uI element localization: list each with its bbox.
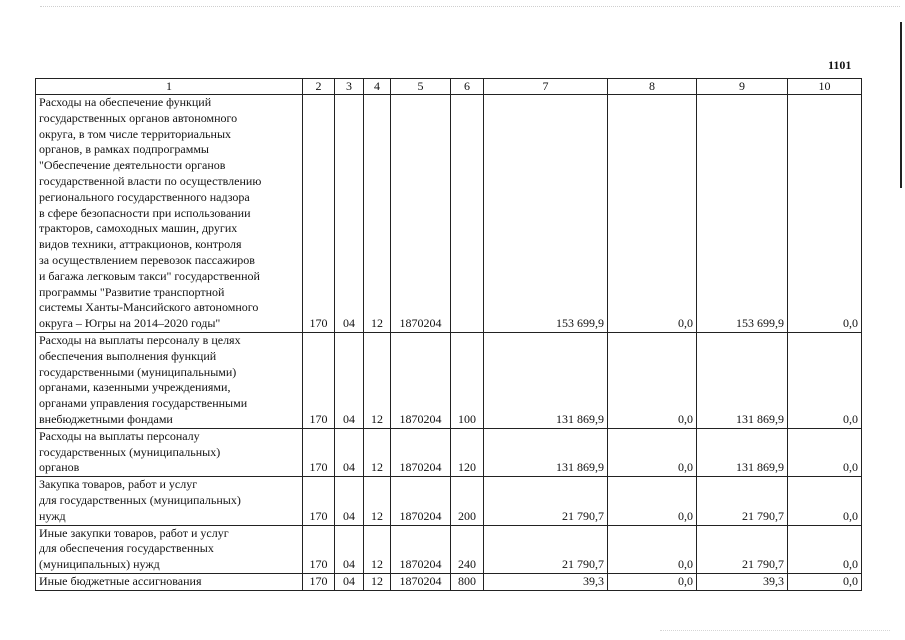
cell-amount-total: 131 869,9 — [484, 428, 608, 476]
cell-expense-type: 800 — [451, 573, 484, 590]
description-line: для государственных (муниципальных) — [39, 492, 241, 507]
table-body — [36, 95, 862, 591]
cell-expense-type — [451, 95, 484, 333]
cell-section: 04 — [335, 332, 364, 428]
cell-amount-subvention: 0,0 — [608, 428, 697, 476]
description-line: регионального государственного надзора — [39, 189, 250, 204]
cell-target-item: 1870204 — [391, 428, 451, 476]
cell-amount-total: 131 869,9 — [484, 332, 608, 428]
header-col-5: 5 — [391, 79, 451, 95]
description-line: системы Ханты-Мансийского автономного — [39, 300, 259, 315]
description-line: в сфере безопасности при использовании — [39, 205, 251, 220]
description-line: программы "Развитие транспортной — [39, 284, 225, 299]
page-number: 1101 — [828, 58, 852, 72]
cell-target-item: 1870204 — [391, 477, 451, 525]
cell-amount-subvention: 0,0 — [608, 477, 697, 525]
cell-amount-other: 0,0 — [788, 525, 862, 573]
cell-admin-code: 170 — [303, 573, 335, 590]
cell-amount-own: 153 699,9 — [697, 95, 788, 333]
cell-subsection: 12 — [364, 525, 391, 573]
description-line: тракторов, самоходных машин, других — [39, 221, 238, 236]
scan-artifact-top — [40, 6, 900, 11]
table-row — [36, 332, 862, 428]
cell-description — [36, 477, 303, 525]
cell-amount-own: 21 790,7 — [697, 477, 788, 525]
description-line: (муниципальных) нужд — [39, 557, 160, 572]
cell-section: 04 — [335, 95, 364, 333]
table-row — [36, 428, 862, 476]
header-col-1: 1 — [36, 79, 303, 95]
cell-amount-total: 21 790,7 — [484, 525, 608, 573]
cell-expense-type: 240 — [451, 525, 484, 573]
cell-target-item: 1870204 — [391, 95, 451, 333]
cell-target-item: 1870204 — [391, 525, 451, 573]
cell-amount-own: 21 790,7 — [697, 525, 788, 573]
description-line: государственных органов автономного — [39, 110, 238, 125]
cell-description — [36, 573, 303, 590]
description-line: видов техники, аттракционов, контроля — [39, 237, 242, 252]
description-line: Расходы на обеспечение функций — [39, 95, 212, 109]
cell-description — [36, 332, 303, 428]
header-col-9: 9 — [697, 79, 788, 95]
description-line: государственной власти по осуществлению — [39, 173, 262, 188]
header-col-2: 2 — [303, 79, 335, 95]
description-line: обеспечения выполнения функций — [39, 348, 217, 363]
cell-amount-other: 0,0 — [788, 428, 862, 476]
description-line: Закупка товаров, работ и услуг — [39, 477, 198, 492]
description-line: Иные бюджетные ассигнования — [39, 573, 202, 588]
cell-amount-other: 0,0 — [788, 95, 862, 333]
header-col-7: 7 — [484, 79, 608, 95]
header-col-6: 6 — [451, 79, 484, 95]
cell-expense-type: 100 — [451, 332, 484, 428]
description-line: нужд — [39, 508, 66, 523]
description-line: "Обеспечение деятельности органов — [39, 158, 226, 173]
cell-description — [36, 95, 303, 333]
cell-amount-own: 131 869,9 — [697, 428, 788, 476]
cell-section: 04 — [335, 525, 364, 573]
table-row — [36, 95, 862, 333]
cell-amount-subvention: 0,0 — [608, 332, 697, 428]
cell-subsection: 12 — [364, 95, 391, 333]
cell-amount-other: 0,0 — [788, 332, 862, 428]
description-line: округа – Югры на 2014–2020 годы" — [39, 316, 221, 331]
cell-admin-code: 170 — [303, 332, 335, 428]
cell-amount-subvention: 0,0 — [608, 95, 697, 333]
cell-subsection: 12 — [364, 477, 391, 525]
cell-subsection: 12 — [364, 332, 391, 428]
cell-admin-code: 170 — [303, 428, 335, 476]
cell-admin-code: 170 — [303, 95, 335, 333]
scan-artifact-bottom — [660, 630, 890, 635]
description-line: государственными (муниципальными) — [39, 364, 237, 379]
cell-section: 04 — [335, 477, 364, 525]
header-col-10: 10 — [788, 79, 862, 95]
description-line: государственных (муниципальных) — [39, 444, 221, 459]
header-col-4: 4 — [364, 79, 391, 95]
description-line: органами, казенными учреждениями, — [39, 380, 231, 395]
cell-expense-type: 200 — [451, 477, 484, 525]
cell-description — [36, 525, 303, 573]
description-line: и багажа легковым такси" государственной — [39, 268, 260, 283]
description-line: Расходы на выплаты персоналу — [39, 428, 200, 443]
description-line: органами управления государственными — [39, 396, 248, 411]
header-col-8: 8 — [608, 79, 697, 95]
description-line: органов — [39, 460, 80, 475]
description-line: за осуществлением перевозок пассажиров — [39, 252, 255, 267]
cell-amount-own: 39,3 — [697, 573, 788, 590]
cell-expense-type: 120 — [451, 428, 484, 476]
cell-subsection: 12 — [364, 428, 391, 476]
cell-description — [36, 428, 303, 476]
table-header-row — [36, 79, 862, 95]
budget-table — [35, 78, 862, 591]
description-line: для обеспечения государственных — [39, 541, 214, 556]
description-line: внебюджетными фондами — [39, 411, 173, 426]
table-row — [36, 525, 862, 573]
cell-amount-subvention: 0,0 — [608, 525, 697, 573]
cell-subsection: 12 — [364, 573, 391, 590]
description-line: Иные закупки товаров, работ и услуг — [39, 525, 229, 540]
description-line: Расходы на выплаты персоналу в целях — [39, 332, 241, 347]
cell-amount-other: 0,0 — [788, 573, 862, 590]
cell-target-item: 1870204 — [391, 573, 451, 590]
table-row — [36, 477, 862, 525]
description-line: округа, в том числе территориальных — [39, 126, 232, 141]
cell-amount-total: 39,3 — [484, 573, 608, 590]
scan-edge-line — [900, 22, 902, 188]
cell-admin-code: 170 — [303, 477, 335, 525]
cell-amount-total: 153 699,9 — [484, 95, 608, 333]
header-col-3: 3 — [335, 79, 364, 95]
cell-amount-other: 0,0 — [788, 477, 862, 525]
cell-section: 04 — [335, 573, 364, 590]
cell-admin-code: 170 — [303, 525, 335, 573]
cell-target-item: 1870204 — [391, 332, 451, 428]
cell-section: 04 — [335, 428, 364, 476]
table-row — [36, 573, 862, 590]
cell-amount-total: 21 790,7 — [484, 477, 608, 525]
cell-amount-subvention: 0,0 — [608, 573, 697, 590]
cell-amount-own: 131 869,9 — [697, 332, 788, 428]
description-line: органов, в рамках подпрограммы — [39, 142, 209, 157]
